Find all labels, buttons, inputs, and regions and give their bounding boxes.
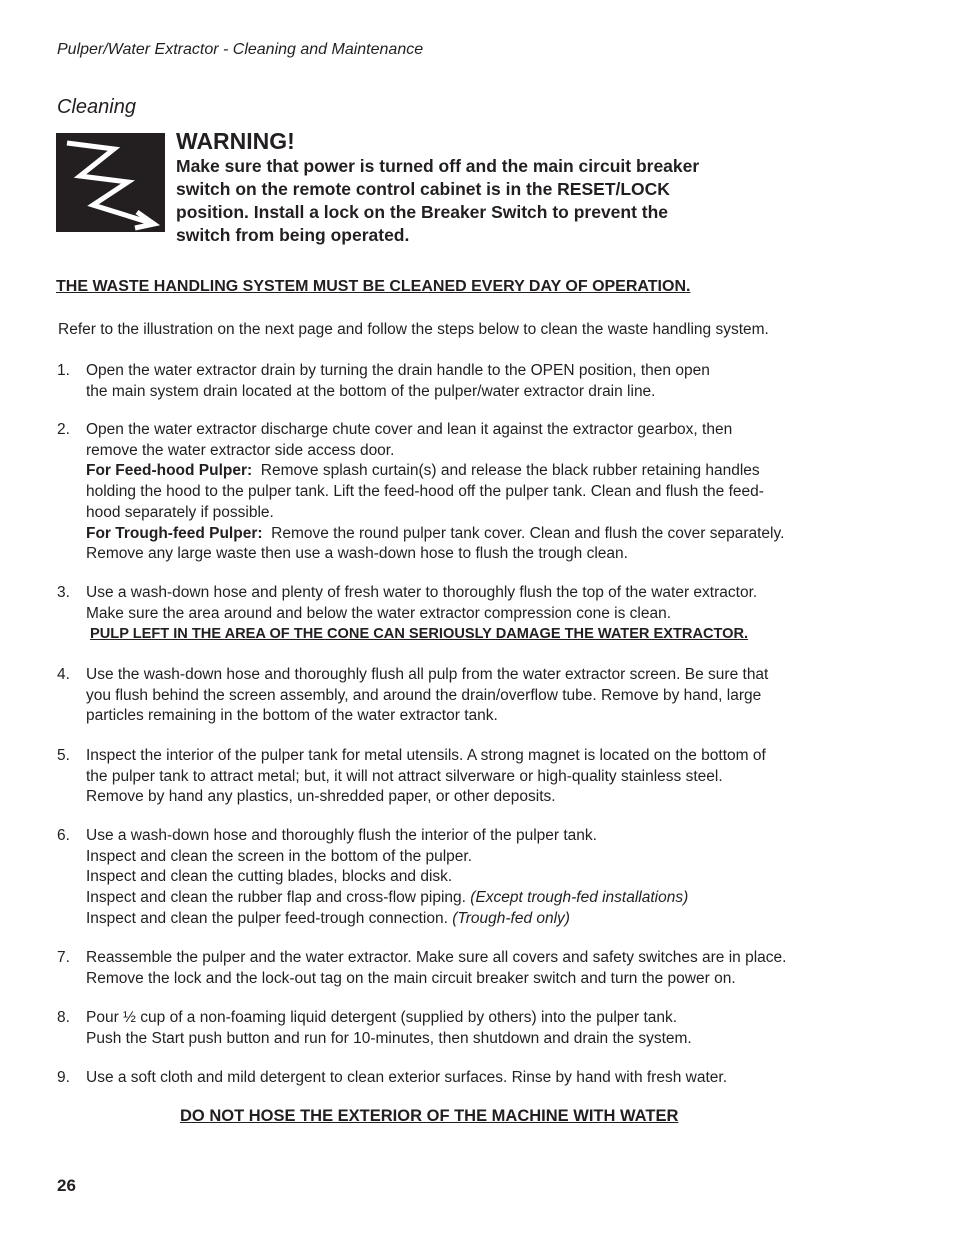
step-number: 6. — [57, 827, 70, 844]
warning-text — [176, 155, 776, 247]
warning-line: switch from being operated. — [176, 225, 410, 245]
installation-note: (Except trough-fed installations) — [470, 889, 689, 907]
step-number: 5. — [57, 747, 70, 764]
step-line — [86, 909, 876, 930]
feed-hood-line — [86, 461, 876, 482]
trough-feed-label: For Trough-feed Pulper: — [86, 524, 263, 542]
step-line: Use the wash-down hose and thoroughly flush all pulp from the water extractor screen. Be sure that — [86, 666, 769, 683]
step-line: you flush behind the screen assembly, and around the drain/overflow tube. Remove by hand, large — [86, 686, 762, 704]
step-line: Remove any large waste then use a wash-down hose to flush the trough clean. — [86, 545, 628, 563]
installation-note: (Trough-fed only) — [452, 909, 570, 927]
step-line: Inspect the interior of the pulper tank for metal utensils. A strong magnet is located on the bottom of — [86, 747, 766, 764]
step-text: Inspect and clean the rubber flap and cross-flow piping. — [86, 889, 471, 907]
warning-line: switch on the remote control cabinet is in the RESET/LOCK — [176, 179, 670, 199]
step-text: Inspect and clean the pulper feed-trough connection. — [86, 909, 453, 927]
step-line: Reassemble the pulper and the water extractor. Make sure all covers and safety switches are in place. — [86, 949, 787, 966]
step-number: 7. — [57, 949, 70, 966]
trough-feed-text: Remove the round pulper tank cover. Clean and flush the cover separately. — [262, 524, 785, 542]
section-title: Cleaning — [57, 96, 136, 118]
step-line: the pulper tank to attract metal; but, it will not attract silverware or high-quality stainless steel. — [86, 767, 723, 785]
step-line — [86, 888, 876, 909]
warning-line: position. Install a lock on the Breaker Switch to prevent the — [176, 202, 669, 222]
step-line: the main system drain located at the bottom of the pulper/water extractor drain line. — [86, 382, 656, 400]
step-line: Use a wash-down hose and thoroughly flush the interior of the pulper tank. — [86, 827, 597, 844]
step-line: Open the water extractor discharge chute cover and lean it against the extractor gearbox, then — [86, 421, 733, 438]
step-line: Remove by hand any plastics, un-shredded paper, or other deposits. — [86, 788, 556, 806]
step-line: Open the water extractor drain by turning the drain handle to the OPEN position, then open — [86, 362, 710, 379]
running-header: Pulper/Water Extractor - Cleaning and Maintenance — [57, 41, 424, 58]
step-line: Pour ½ cup of a non-foaming liquid detergent (supplied by others) into the pulper tank. — [86, 1009, 678, 1026]
step-line: Push the Start push button and run for 10-minutes, then shutdown and drain the system. — [86, 1029, 692, 1047]
cone-damage-caution: PULP LEFT IN THE AREA OF THE CONE CAN SERIOUSLY DAMAGE THE WATER EXTRACTOR. — [90, 626, 749, 643]
warning-line: Make sure that power is turned off and the main circuit breaker — [176, 156, 700, 176]
step-number: 2. — [57, 421, 70, 438]
step-line: Inspect and clean the cutting blades, blocks and disk. — [86, 868, 453, 886]
feed-hood-label: For Feed-hood Pulper: — [86, 462, 253, 480]
step-number: 3. — [57, 584, 70, 601]
step-line: hood separately if possible. — [86, 503, 274, 521]
intro-text: Refer to the illustration on the next page and follow the steps below to clean the waste handling system. — [58, 321, 769, 338]
step-number: 4. — [57, 666, 70, 683]
step-line: Make sure the area around and below the water extractor compression cone is clean. — [86, 604, 672, 622]
step-line: Remove the lock and the lock-out tag on the main circuit breaker switch and turn the power on. — [86, 969, 736, 987]
step-number: 8. — [57, 1009, 70, 1026]
step-number: 9. — [57, 1069, 70, 1086]
no-hose-warning: DO NOT HOSE THE EXTERIOR OF THE MACHINE WITH WATER — [180, 1107, 679, 1125]
warning-title: WARNING! — [176, 128, 295, 154]
step-number: 1. — [57, 362, 70, 379]
step-line: particles remaining in the bottom of the water extractor tank. — [86, 707, 498, 725]
daily-cleaning-banner: THE WASTE HANDLING SYSTEM MUST BE CLEANED EVERY DAY OF OPERATION. — [56, 278, 691, 295]
lightning-bolt-icon — [56, 133, 165, 232]
step-line: Use a wash-down hose and plenty of fresh water to thoroughly flush the top of the water extractor. — [86, 584, 758, 601]
step-line: Use a soft cloth and mild detergent to clean exterior surfaces. Rinse by hand with fresh water. — [86, 1069, 727, 1086]
feed-hood-text: Remove splash curtain(s) and release the black rubber retaining handles — [252, 462, 760, 480]
step-line: Inspect and clean the screen in the bottom of the pulper. — [86, 847, 473, 865]
step-line: remove the water extractor side access door. — [86, 441, 395, 459]
step-line: holding the hood to the pulper tank. Lift the feed-hood off the pulper tank. Clean and flush the feed- — [86, 483, 764, 501]
trough-feed-line — [86, 524, 876, 545]
page-number: 26 — [57, 1176, 76, 1195]
